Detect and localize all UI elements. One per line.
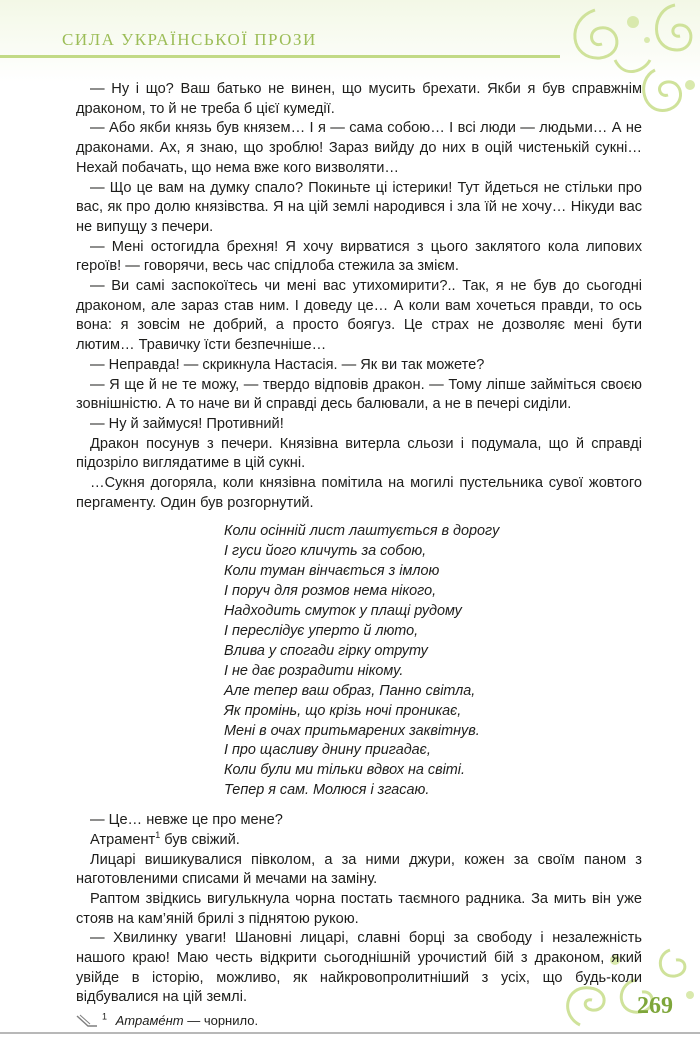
footnote-number: 1 [102, 1011, 108, 1022]
poem-line: Але тепер ваш образ, Панно світла, [224, 682, 476, 699]
paragraph: — Я ще й не те можу, — твердо відповів дракон. — Тому ліпше займіться своєю зовнішністю. А то наче ви й справді десь балювали, а не в печері сиділи. [76, 376, 642, 413]
poem-line: Тепер я сам. Молюся і згасаю. [224, 782, 430, 799]
poem-line: Коли осінній лист лаштується в дорогу [224, 523, 500, 540]
paragraph: Раптом звідкись вигулькнула чорна постать таємного радника. За мить він уже стояв на кам’яній брилі з піднятою рукою. [76, 890, 642, 927]
poem-line: І поруч для розмов нема нікого, [224, 583, 437, 600]
poem-line: Коли були ми тільки вдвох на світі. [224, 762, 465, 779]
paragraph-atrament [76, 831, 642, 851]
paragraph: …Сукня догоряла, коли князівна помітила на могилі пустельника сувої жовтого пергаменту. Один був розгорнутий. [76, 475, 642, 511]
poem-line: І про щасливу днину пригадає, [224, 742, 431, 759]
poem-line: Надходить смуток у плащі рудому [224, 603, 462, 620]
footnote [76, 1012, 642, 1030]
footnote-definition: — чорнило. [183, 1013, 259, 1029]
poem-line: Як промінь, що крізь ночі проникає, [224, 702, 462, 719]
paragraph: — Ви самі заспокоїтесь чи мені вас утихомирити?.. Так, я не був до сьогодні драконом, але зараз став ним. І доведу це… А коли вам хочеться правди, то ось вона: я зовсім не добрий, а просто боягуз. Це страх не дозволяє мені бути лютим… Травичку їсти безпечніше… [76, 278, 642, 354]
paragraph: — Мені остогидла брехня! Я хочу вирватися з цього заклятого кола липових героїв! — говорячи, весь час спідлоба стежила за змієм. [76, 238, 642, 275]
footnote-marker: 1 [155, 830, 161, 840]
atrament-word: Атрамент [90, 831, 156, 848]
paragraph: — Це… невже це про мене? [90, 812, 283, 829]
poem-line: І не дає розрадити нікому. [224, 662, 404, 679]
atrament-rest: був свіжий. [160, 831, 240, 848]
paragraph: — Ну і що? Ваш батько не винен, що мусить брехати. Якби я був справжнім драконом, то й не треба б цієї кумедії. [76, 81, 642, 117]
poem-line: Коли туман вінчається з імлою [224, 563, 440, 580]
poem-line: І гуси його кличуть за собою, [224, 543, 427, 560]
paragraph: Дракон посунув з печери. Князівна витерла сльози і подумала, що й справді підозріло виглядатиме в цій сукні. [76, 435, 642, 472]
header-rule [0, 55, 560, 58]
bottom-rule [0, 1032, 700, 1034]
paragraph: — Хвилинку уваги! Шановні лицарі, славні борці за свободу і незалежність нашого краю! Маю честь відкрити сьогоднішній урочистий бій з драконом, який увійде в історію, можливо, як найкровопролитніший з усіх, що будь-коли відбувалися на цій землі. [76, 930, 642, 1006]
paragraph: — Або якби князь був князем… І я — сама собою… І всі люди — людьми… А не драконами. Ах, я знаю, що зроблю! Зараз вийду до них в оцій чистенькій сукні… Нехай побачать, що нема вже кого визволяти… [76, 120, 642, 176]
footnote-pen-icon [76, 1014, 98, 1028]
paragraph: — Ну й займуся! Противний! [90, 415, 284, 432]
page-number: 269 [637, 993, 673, 1019]
running-header-title: СИЛА УКРАЇНСЬКОЇ ПРОЗИ [62, 30, 317, 49]
poem-line: Мені в очах притьмарених заквітнув. [224, 722, 480, 739]
poem-line: Влива у спогади гірку отруту [224, 642, 428, 659]
main-text [76, 80, 642, 1030]
paragraph: Лицарі вишикувалися півколом, а за ними джури, кожен за своїм паном з наготовленими списами й мечами на заміну. [76, 851, 642, 888]
paragraph: — Неправда! — скрикнула Настасія. — Як ви так можете? [90, 356, 485, 373]
footnote-term: Атраме́нт [115, 1013, 184, 1029]
poem-line: І переслідує уперто й люто, [224, 623, 419, 639]
paragraph: — Що це вам на думку спало? Покиньте ці істерики! Тут йдеться не стільки про вас, як про долю князівства. Я на цій землі народився і зла їй не хочу… Нікуди вас не випущу з печери. [76, 179, 642, 235]
poem [224, 522, 642, 801]
